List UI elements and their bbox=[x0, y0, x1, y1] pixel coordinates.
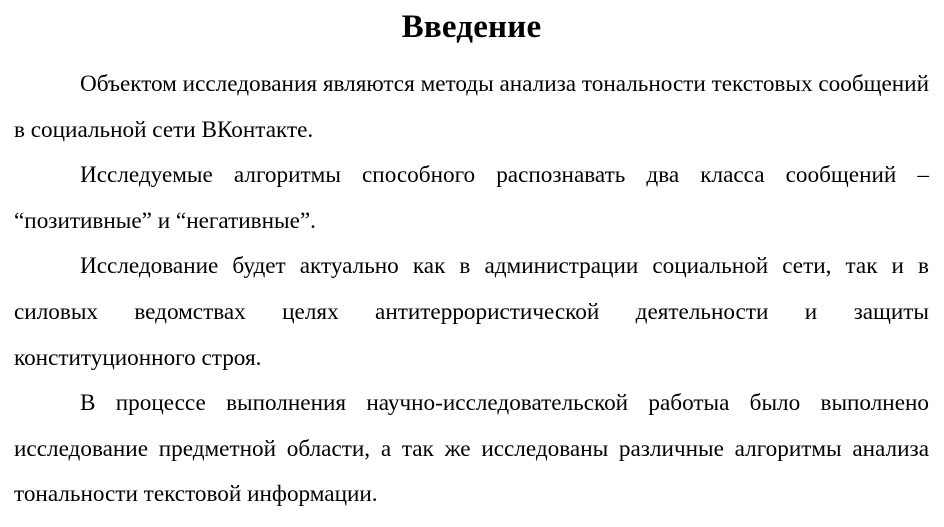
paragraph-process: В процессе выполнения научно-исследовательской работыа было выполнено исследование предметной области, а так же исследованы различные алгоритмы анализа тональности текстовой информации. bbox=[14, 390, 929, 508]
page-title: Введение bbox=[401, 9, 542, 45]
paragraph-algorithms: Исследуемые алгоритмы способного распознавать два класса сообщений – “позитивные” и “негативные”. bbox=[14, 162, 929, 234]
paragraph-relevance: Исследование будет актуально как в администрации социальной сети, так и в силовых ведомствах целях антитеррористической деятельности и защиты конституционного строя. bbox=[14, 253, 929, 371]
paragraph-research-object: Объектом исследования являются методы анализа тональности текстовых сообщений в социальной сети ВКонтакте. bbox=[14, 71, 929, 143]
